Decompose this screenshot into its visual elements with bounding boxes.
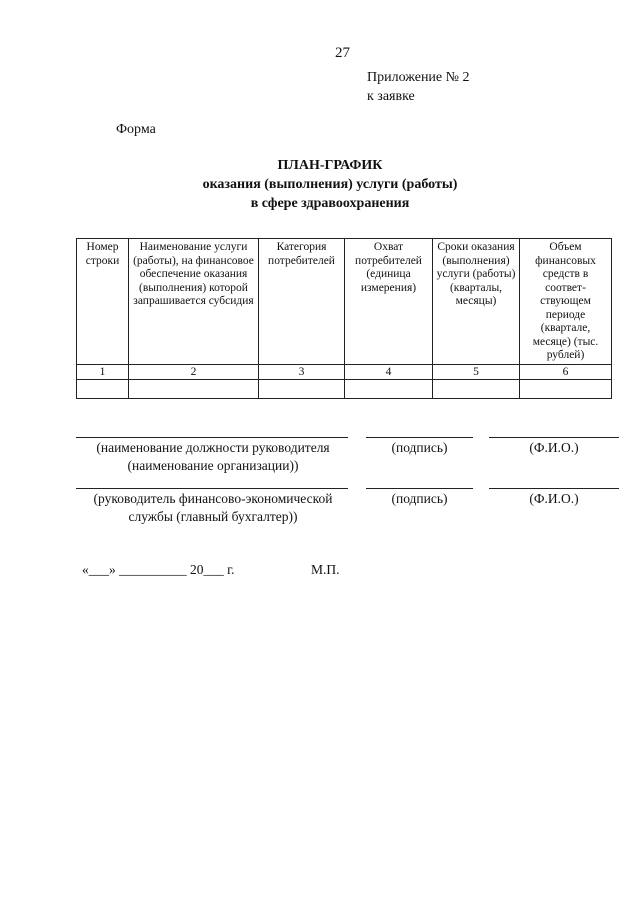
- table-row: [77, 379, 612, 398]
- plan-schedule-table: [76, 238, 612, 399]
- form-label: Форма: [116, 122, 156, 137]
- appendix-number: Приложение № 2: [367, 70, 470, 85]
- title-line-3: в сфере здравоохранения: [250, 196, 410, 211]
- column-number: 6: [520, 364, 612, 379]
- header-service-name: Наименование услуги (работы), на финансовое обеспечение оказания (выполнения) которой запрашивается субсидия: [129, 239, 259, 365]
- appendix-reference: к заявке: [367, 89, 415, 104]
- caption-line: службы (главный бухгалтер)): [128, 509, 298, 524]
- head-position-caption: [70, 439, 356, 475]
- column-number: 1: [77, 364, 129, 379]
- caption-line: (руководитель финансово-экономической: [93, 491, 333, 506]
- table-cell[interactable]: [77, 379, 129, 398]
- table-cell[interactable]: [433, 379, 520, 398]
- table-header-row: [77, 239, 612, 365]
- document-title: [160, 156, 500, 213]
- signature-line[interactable]: [366, 488, 473, 489]
- column-number-row: [77, 364, 612, 379]
- column-number: 4: [345, 364, 433, 379]
- full-name-caption: (Ф.И.О.): [529, 491, 579, 506]
- date-field[interactable]: «___» __________ 20___ г.: [82, 562, 235, 577]
- title-line-1: ПЛАН-ГРАФИК: [277, 158, 383, 173]
- full-name-line[interactable]: [489, 437, 619, 438]
- position-signature-line[interactable]: [76, 488, 348, 489]
- header-row-number: Номер строки: [77, 239, 129, 365]
- full-name-caption: (Ф.И.О.): [529, 440, 579, 455]
- stamp-place: М.П.: [311, 562, 340, 577]
- table-cell[interactable]: [345, 379, 433, 398]
- column-number: 2: [129, 364, 259, 379]
- column-number: 5: [433, 364, 520, 379]
- table-cell[interactable]: [520, 379, 612, 398]
- signature-caption: (подпись): [391, 440, 448, 455]
- caption-line: (наименование организации)): [127, 458, 299, 473]
- header-consumer-coverage: Охват потребителей (единица измерения): [345, 239, 433, 365]
- header-financial-volume: Объем финансовых средств в соответ-ствующем периоде (квартале, месяце) (тыс. рублей): [520, 239, 612, 365]
- full-name-line[interactable]: [489, 488, 619, 489]
- signature-caption: (подпись): [391, 491, 448, 506]
- caption-line: (наименование должности руководителя: [96, 440, 330, 455]
- table-cell[interactable]: [259, 379, 345, 398]
- page-number: 27: [335, 45, 350, 61]
- chief-accountant-caption: [70, 490, 356, 526]
- title-line-2: оказания (выполнения) услуги (работы): [202, 177, 458, 192]
- header-consumer-category: Категория потребителей: [259, 239, 345, 365]
- table-cell[interactable]: [129, 379, 259, 398]
- header-service-period: Сроки оказания (выполнения) услуги (работы) (кварталы, месяцы): [433, 239, 520, 365]
- column-number: 3: [259, 364, 345, 379]
- signature-line[interactable]: [366, 437, 473, 438]
- position-signature-line[interactable]: [76, 437, 348, 438]
